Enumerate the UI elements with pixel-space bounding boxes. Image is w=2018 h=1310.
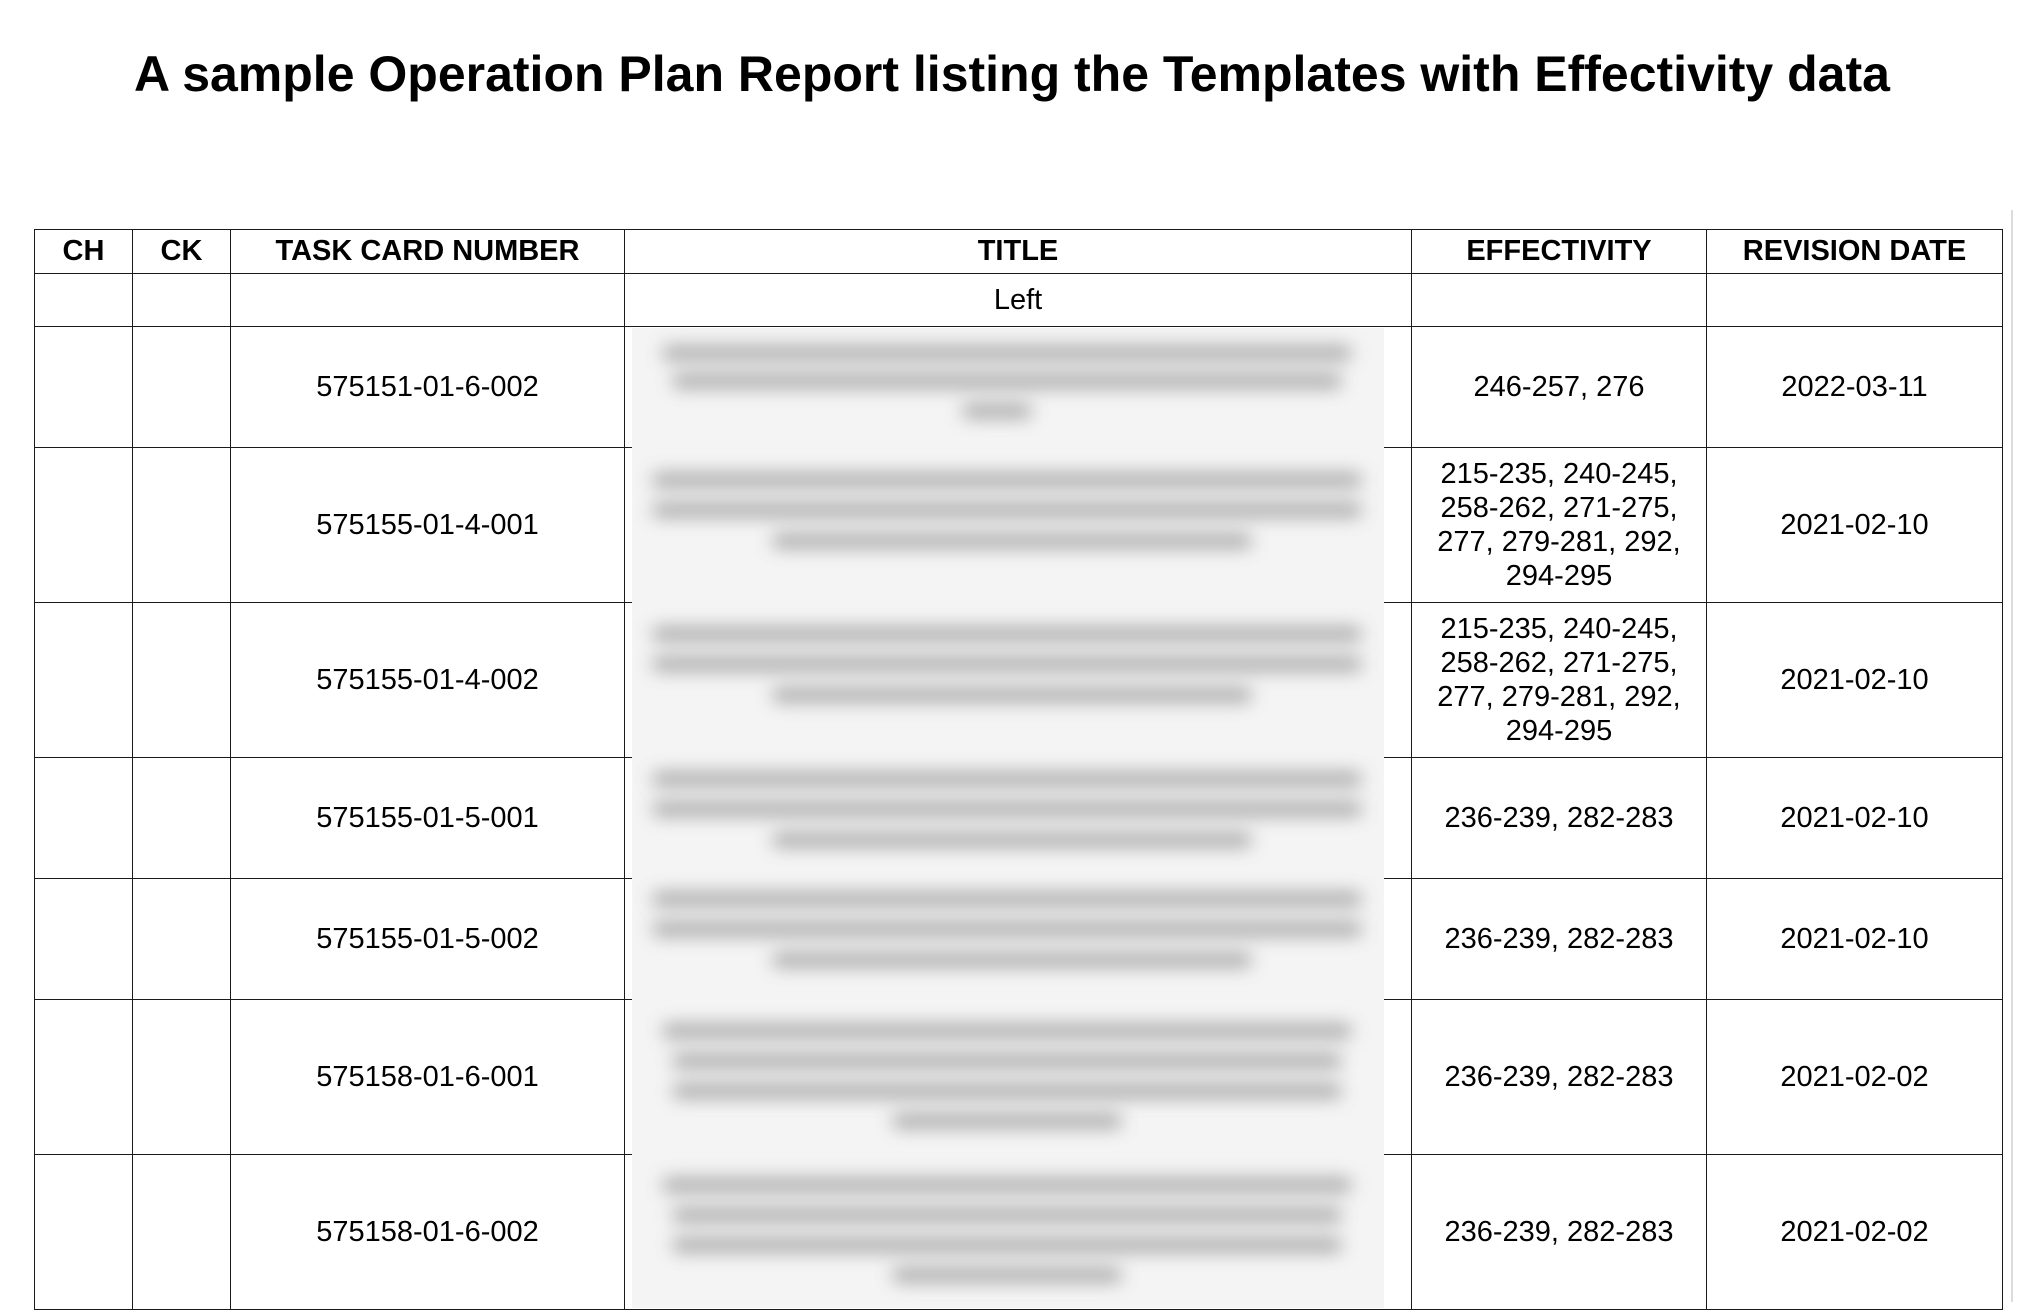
page-title: A sample Operation Plan Report listing the Templates with Effectivity data bbox=[134, 46, 1890, 102]
table-header-row bbox=[35, 230, 2003, 274]
ck-cell bbox=[133, 1000, 231, 1155]
header-task-card-number: TASK CARD NUMBER bbox=[231, 230, 625, 274]
revision-date-cell bbox=[1707, 274, 2003, 327]
revision-date: 2021-02-02 bbox=[1707, 1155, 2003, 1310]
task-card-number: 575151-01-6-002 bbox=[231, 327, 625, 448]
ck-cell bbox=[133, 758, 231, 879]
effectivity: 215-235, 240-245, 258-262, 271-275, 277, 279-281, 292, 294-295 bbox=[1412, 448, 1707, 603]
header-ch: CH bbox=[35, 230, 133, 274]
task-card-number: 575155-01-4-001 bbox=[231, 448, 625, 603]
section-label: Left bbox=[625, 274, 1412, 327]
revision-date: 2021-02-10 bbox=[1707, 758, 2003, 879]
revision-date: 2021-02-10 bbox=[1707, 603, 2003, 758]
effectivity: 236-239, 282-283 bbox=[1412, 1000, 1707, 1155]
task-card-number: 575158-01-6-001 bbox=[231, 1000, 625, 1155]
ch-cell bbox=[35, 603, 133, 758]
ch-cell bbox=[35, 1000, 133, 1155]
ck-cell bbox=[133, 1155, 231, 1310]
effectivity: 236-239, 282-283 bbox=[1412, 1155, 1707, 1310]
ch-cell bbox=[35, 1155, 133, 1310]
header-revision-date: REVISION DATE bbox=[1707, 230, 2003, 274]
ch-cell bbox=[35, 879, 133, 1000]
effectivity: 236-239, 282-283 bbox=[1412, 758, 1707, 879]
effectivity: 246-257, 276 bbox=[1412, 327, 1707, 448]
revision-date: 2021-02-02 bbox=[1707, 1000, 2003, 1155]
task-card-number: 575155-01-4-002 bbox=[231, 603, 625, 758]
header-effectivity: EFFECTIVITY bbox=[1412, 230, 1707, 274]
revision-date: 2021-02-10 bbox=[1707, 448, 2003, 603]
ck-cell bbox=[133, 448, 231, 603]
revision-date: 2021-02-10 bbox=[1707, 879, 2003, 1000]
effectivity-cell bbox=[1412, 274, 1707, 327]
header-title: TITLE bbox=[625, 230, 1412, 274]
page-edge-divider bbox=[2011, 210, 2013, 1302]
ck-cell bbox=[133, 274, 231, 327]
ck-cell bbox=[133, 327, 231, 448]
header-ck: CK bbox=[133, 230, 231, 274]
task-card-number: 575155-01-5-002 bbox=[231, 879, 625, 1000]
ch-cell bbox=[35, 758, 133, 879]
ch-cell bbox=[35, 448, 133, 603]
ch-cell bbox=[35, 274, 133, 327]
effectivity: 215-235, 240-245, 258-262, 271-275, 277, 279-281, 292, 294-295 bbox=[1412, 603, 1707, 758]
title-redaction-blur bbox=[632, 328, 1384, 1308]
revision-date: 2022-03-11 bbox=[1707, 327, 2003, 448]
ch-cell bbox=[35, 327, 133, 448]
effectivity: 236-239, 282-283 bbox=[1412, 879, 1707, 1000]
task-card-cell bbox=[231, 274, 625, 327]
section-row bbox=[35, 274, 2003, 327]
ck-cell bbox=[133, 603, 231, 758]
ck-cell bbox=[133, 879, 231, 1000]
task-card-number: 575158-01-6-002 bbox=[231, 1155, 625, 1310]
task-card-number: 575155-01-5-001 bbox=[231, 758, 625, 879]
